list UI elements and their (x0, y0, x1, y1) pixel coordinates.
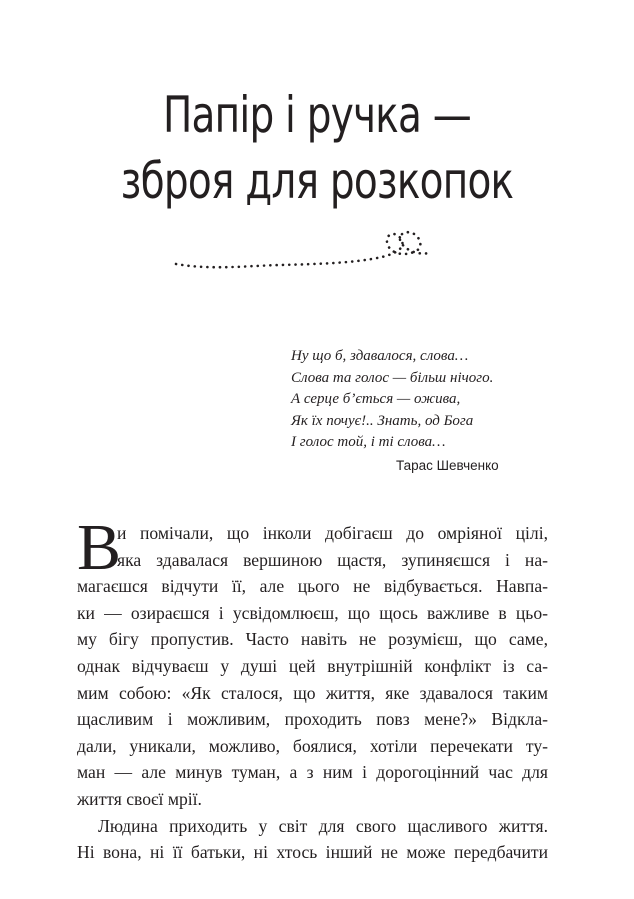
chapter-title (70, 82, 565, 214)
epigraph-line: Слова та голос — більш нічого. (291, 369, 494, 386)
epigraph-poem (291, 346, 551, 454)
chapter-title-line-1: Папір і ручка — (163, 86, 471, 144)
paragraph-line: ман — але минув туман, а з ним і дорогоцінний час для (77, 762, 548, 783)
dotted-swirl-ornament-icon (170, 214, 460, 284)
paragraph-line: щасливим і можливим, проходить повз мене?» Відкла- (77, 709, 548, 730)
epigraph-author: Тарас Шевченко (396, 458, 499, 473)
paragraph-line: дали, уникали, можливо, боялися, хотіли перечекати ту- (77, 735, 548, 756)
paragraph-line: мим собою: «Як сталося, що життя, яке здавалося таким (77, 682, 548, 703)
epigraph-line: І голос той, і ті слова… (291, 434, 446, 450)
chapter-title-line-2: зброя для розкопок (120, 152, 514, 210)
paragraph-line: Ні вона, ні її батьки, ні хтось інший не може передбачити (77, 842, 548, 863)
body-text (77, 511, 548, 866)
paragraph-line: и помічали, що інколи добігаєш до омріяної цілі, (117, 523, 548, 543)
paragraph-line: ки — озираєшся і усвідомлюєш, що щось важливе в цьо- (77, 602, 548, 623)
paragraph-line: життя своєї мрії. (77, 788, 202, 809)
paragraph-line: однак відчуваєш у душі цей внутрішній конфлікт із са- (77, 655, 548, 676)
paragraph-line: яка здавалася вершиною щастя, зупиняєшся і на- (117, 549, 548, 570)
epigraph-line: Ну що б, здавалося, слова… (291, 348, 469, 364)
paragraph-line: магаєшся відчути її, але цього не відбувається. Навпа- (77, 576, 548, 597)
epigraph-line: Як їх почує!.. Знать, од Бога (291, 412, 474, 429)
epigraph-line: А серце б’ється — ожива, (291, 391, 461, 407)
paragraph-line: му бігу пропустив. Часто навіть не розумієш, що саме, (77, 629, 548, 650)
paragraph-line: Людина приходить у світ для свого щасливого життя. (98, 815, 548, 836)
drop-cap-letter: В (77, 511, 122, 584)
